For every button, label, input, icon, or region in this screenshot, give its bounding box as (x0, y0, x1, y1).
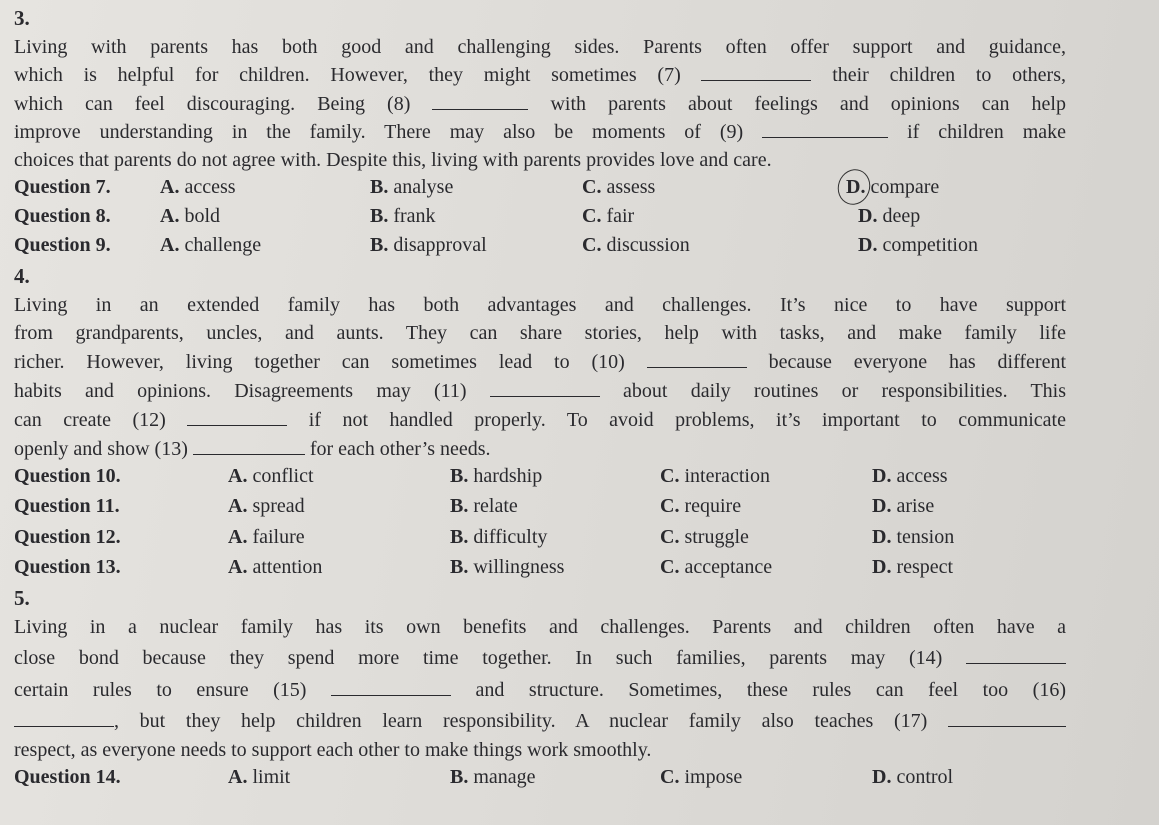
section-3-number: 3. (14, 6, 30, 30)
section-4-number: 4. (14, 264, 30, 288)
section-3-line-4: improve understanding in the family. There may also be moments of (9) if children make (14, 121, 1067, 143)
section-4-line-1: Living in an extended family has both advantages and challenges. It’s nice to have support (14, 294, 1066, 316)
question-7-label: Question 7. (14, 176, 111, 198)
section-5-line-3: certain rules to ensure (15) and structure. Sometimes, these rules can feel too (16) (14, 679, 1067, 701)
question-14-row (14, 766, 1114, 794)
section-4-line-4: habits and opinions. Disagreements may (11) about daily routines or responsibilities. This (14, 380, 1066, 402)
blank-10[interactable] (647, 351, 747, 368)
section-5-line-1: Living in a nuclear family has its own benefits and challenges. Parents and children often have a (14, 616, 1066, 638)
q12-option-d[interactable]: D. tension (872, 526, 955, 548)
question-13-label: Question 13. (14, 556, 121, 578)
q11-option-d[interactable]: D. arise (872, 495, 935, 517)
q8-option-b[interactable]: B. frank (370, 205, 436, 227)
q9-option-d[interactable]: D. competition (858, 234, 978, 256)
question-11-label: Question 11. (14, 495, 120, 517)
q8-option-c[interactable]: C. fair (582, 205, 635, 227)
q11-option-b[interactable]: B. relate (450, 495, 518, 517)
question-13-row (14, 556, 1114, 584)
q7-option-b[interactable]: B. analyse (370, 176, 454, 198)
blank-9[interactable] (762, 121, 888, 138)
q13-option-a[interactable]: A. attention (228, 556, 323, 578)
question-7-row (14, 176, 1114, 204)
q14-option-c[interactable]: C. impose (660, 766, 743, 788)
section-3-line-5: choices that parents do not agree with. Despite this, living with parents provides love and care. (14, 149, 772, 171)
section-4-line-3: richer. However, living together can sometimes lead to (10) because everyone has different (14, 351, 1067, 373)
blank-16[interactable] (14, 710, 114, 727)
section-5-line-5: respect, as everyone needs to support each other to make things work smoothly. (14, 739, 652, 761)
q7-option-c[interactable]: C. assess (582, 176, 656, 198)
section-3-line-1: Living with parents has both good and challenging sides. Parents often offer support and guidance, (14, 36, 1066, 58)
question-8-label: Question 8. (14, 205, 111, 227)
q7-option-d[interactable]: D. compare (846, 176, 940, 198)
question-8-row (14, 205, 1114, 233)
section-4-line-2: from grandparents, uncles, and aunts. They can share stories, help with tasks, and make family life (14, 322, 1066, 344)
question-9-row (14, 234, 1114, 262)
blank-7[interactable] (701, 64, 811, 81)
q13-option-d[interactable]: D. respect (872, 556, 954, 578)
q14-option-a[interactable]: A. limit (228, 766, 291, 788)
q12-option-c[interactable]: C. struggle (660, 526, 749, 548)
question-10-row (14, 465, 1114, 493)
q8-option-d[interactable]: D. deep (858, 205, 921, 227)
blank-14[interactable] (966, 647, 1066, 664)
blank-17[interactable] (948, 710, 1066, 727)
question-14-label: Question 14. (14, 766, 121, 788)
question-11-row (14, 495, 1114, 523)
section-3-line-3: which can feel discouraging. Being (8) with parents about feelings and opinions can help (14, 93, 1066, 115)
q13-option-b[interactable]: B. willingness (450, 556, 565, 578)
q9-option-b[interactable]: B. disapproval (370, 234, 487, 256)
section-5-line-2: close bond because they spend more time together. In such families, parents may (14) (14, 645, 1066, 671)
q14-option-d[interactable]: D. control (872, 766, 954, 788)
blank-15[interactable] (331, 679, 451, 696)
q9-option-a[interactable]: A. challenge (160, 234, 262, 256)
q10-option-a[interactable]: A. conflict (228, 465, 314, 487)
q9-option-c[interactable]: C. discussion (582, 234, 690, 256)
section-4-line-5: can create (12) if not handled properly. To avoid problems, it’s important to communicate (14, 409, 1066, 431)
q10-option-c[interactable]: C. interaction (660, 465, 770, 487)
section-5-line-4: , but they help children learn responsibility. A nuclear family also teaches (17) (14, 708, 1066, 734)
blank-12[interactable] (187, 409, 287, 426)
q12-option-a[interactable]: A. failure (228, 526, 305, 548)
q10-option-b[interactable]: B. hardship (450, 465, 543, 487)
blank-13[interactable] (193, 438, 305, 455)
section-4-line-6: openly and show (13) for each other’s needs. (14, 438, 491, 460)
question-12-row (14, 526, 1114, 554)
q11-option-a[interactable]: A. spread (228, 495, 305, 517)
question-12-label: Question 12. (14, 526, 121, 548)
blank-11[interactable] (490, 380, 600, 397)
q13-option-c[interactable]: C. acceptance (660, 556, 773, 578)
blank-8[interactable] (432, 93, 528, 110)
q8-option-a[interactable]: A. bold (160, 205, 221, 227)
q12-option-b[interactable]: B. difficulty (450, 526, 548, 548)
q11-option-c[interactable]: C. require (660, 495, 742, 517)
q14-option-b[interactable]: B. manage (450, 766, 536, 788)
question-10-label: Question 10. (14, 465, 121, 487)
q7-option-a[interactable]: A. access (160, 176, 236, 198)
section-3-line-2: which is helpful for children. However, they might sometimes (7) their children to others, (14, 64, 1066, 86)
q10-option-d[interactable]: D. access (872, 465, 948, 487)
question-9-label: Question 9. (14, 234, 111, 256)
section-5-number: 5. (14, 586, 30, 610)
